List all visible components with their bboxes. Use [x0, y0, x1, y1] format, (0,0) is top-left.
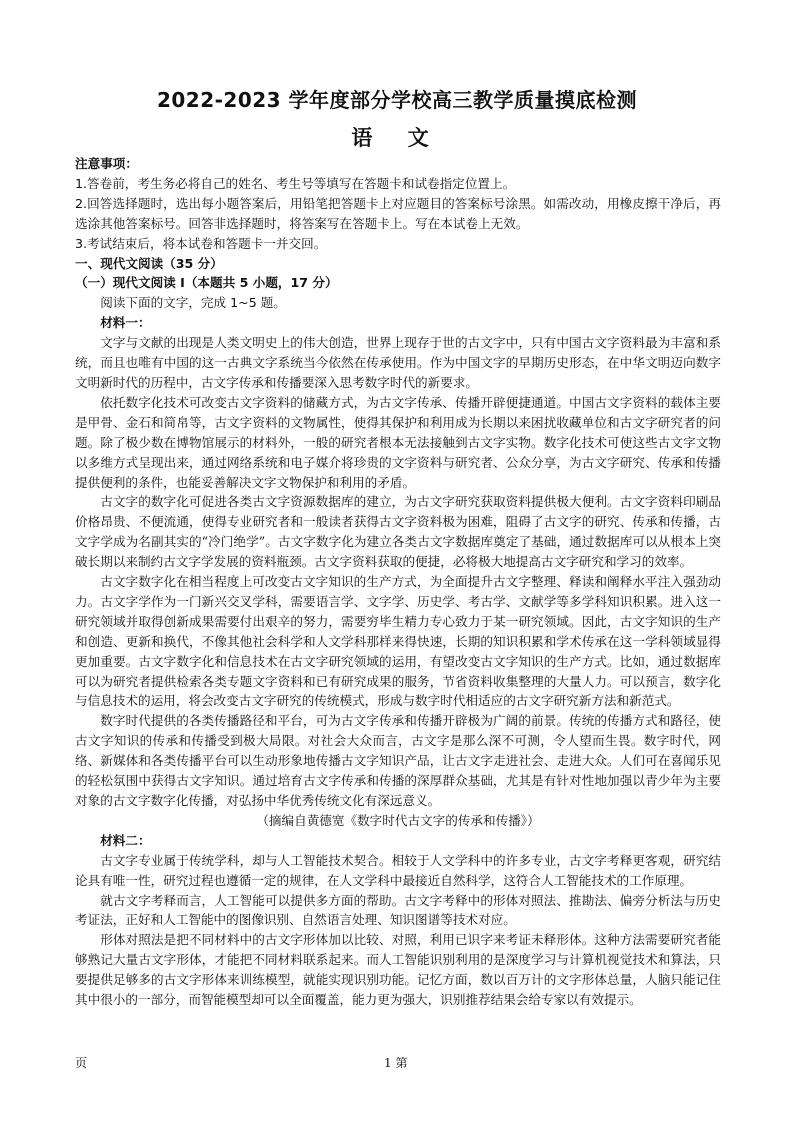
notice-item-2: 2.回答选择题时，选出每小题答案后，用铅笔把答题卡上对应题目的答案标号涂黑。如需改动，用橡皮擦干净后，再选涂其他答案标号。回答非选择题时，将答案写在答题卡上。写在本试卷上无效。: [75, 195, 721, 231]
footer-page-number: 1 第: [384, 1056, 408, 1070]
material1-label: 材料一：: [100, 315, 151, 331]
subsection-heading: （一）现代文阅读 I（本题共 5 小题，17 分）: [75, 275, 338, 291]
material1-paragraph: 古文字数字化在相当程度上可改变古文字知识的生产方式，为全面提升古文字整理、释读和阐释水平注入强劲动力。古文字学作为一门新兴交叉学科，需要语言学、文字学、历史学、考古学、文献学等多学科知识积累。进入这一研究领域并取得创新成果需要付出艰辛的努力，需要穷毕生精力专心致力于某一研究领域。因此，古文字知识的生产和创造、更新和换代，不像其他社会科学和人文学科那样来得快速，长期的知识积累和学术传承在这一学科领域显得更加重要。古文字数字化和信息技术在古文字研究领域的运用，有望改变古文字知识的生产方式。比如，通过数据库可以为研究者提供检索各类专题文字资料和已有研究成果的服务，节省资料收集整理的大量人力。可以预言，数字化与信息技术的运用，将会改变古文字研究的传统模式，形成与数字时代相适应的古文字研究新方法和新范式。: [75, 574, 721, 709]
subject-title: 语 文: [351, 126, 443, 150]
notice-heading: 注意事项：: [75, 156, 138, 171]
exam-content: [75, 154, 721, 1010]
material2-paragraph: 古文字专业属于传统学科，却与人工智能技术契合。相较于人文学科中的许多专业，古文字考释更客观，研究结论具有唯一性，研究过程也遵循一定的规律，在人文学科中最接近自然科学，这符合人工智能技术的工作原理。: [75, 852, 721, 888]
notice-item-1: 1.答卷前，考生务必将自己的姓名、考生号等填写在答题卡和试卷指定位置上。: [75, 175, 516, 191]
material1-paragraph: 依托数字化技术可改变古文字资料的储藏方式，为古文字传承、传播开辟便捷通道。中国古文字资料的载体主要是甲骨、金石和简帛等，古文字资料的文物属性，使得其保护和利用成为长期以来困扰收藏单位和古文字研究者的问题。除了极少数在博物馆展示的材料外，一般的研究者根本无法接触到古文字实物。数字化技术可使这些古文字文物以多维方式呈现出来，通过网络系统和电子媒介将珍贵的文字资料与研究者、公众分享，为古文字研究、传承和传播提供便利的条件，也能妥善解决文字文物保护和利用的矛盾。: [75, 394, 721, 490]
material1-source: （摘编自黄德宽《数字时代古文字的传承和传播》）: [256, 812, 540, 828]
material2-paragraph: 就古文字考释而言，人工智能可以提供多方面的帮助。古文字考释中的形体对照法、推勘法、偏旁分析法与历史考证法，正好和人工智能中的图像识别、自然语言处理、知识图谱等技术对应。: [75, 892, 721, 928]
material2-label: 材料二：: [100, 832, 151, 848]
reading-instruction: 阅读下面的文字，完成 1~5 题。: [100, 295, 286, 311]
material2-paragraph: 形体对照法是把不同材料中的古文字形体加以比较、对照，利用已识字来考证未释形体。这种方法需要研究者能够熟记大量古文字形体，才能把不同材料联系起来。而人工智能识别利用的是深度学习与计算机视觉技术和算法，只要提供足够多的古文字形体来训练模型，就能实现识别功能。记忆方面，数以百万计的文字形体总量，人脑只能记住其中很小的一部分，而智能模型却可以全面覆盖，能力更为强大，识别推荐结果会给专家以有效提示。: [75, 932, 721, 1008]
material1-paragraph: 数字时代提供的各类传播路径和平台，可为古文字传承和传播开辟极为广阔的前景。传统的传播方式和路径，使古文字知识的传承和传播受到极大局限。对社会大众而言，古文字是那么深不可测，令人望而生畏。数字时代，网络、新媒体和各类传播平台可以生动形象地传播古文字知识产品，让古文字走进社会、走进大众。人们可在喜闻乐见的轻松氛围中获得古文字知识。通过培育古文字传承和传播的深厚群众基础，尤其是有针对性地加强以青少年为主要对象的古文字数字化传播，对弘扬中华优秀传统文化有深远意义。: [75, 713, 721, 808]
exam-title: 2022-2023 学年度部分学校高三教学质量摸底检测: [156, 88, 638, 112]
notice-item-3: 3.考试结束后，将本试卷和答题卡一并交回。: [75, 235, 327, 251]
material1-paragraph: 古文字的数字化可促进各类古文字资源数据库的建立，为古文字研究获取资料提供极大便利。古文字资料印刷品价格昂贵、不便流通，使得专业研究者和一般读者获得古文字资料极为困难，阻碍了古文字的研究、传承和传播，古文字学成为名副其实的“冷门绝学”。古文字数字化为建立各类古文字数据库奠定了基础，通过数据库可以从根本上突破长期以来制约古文字学发展的资料瓶颈。古文字资料获取的便捷，必将极大地提高古文字研究和学习的效率。: [75, 494, 721, 570]
section-heading: 一、现代文阅读（35 分）: [75, 255, 223, 271]
footer-page-label: 页: [75, 1056, 88, 1070]
material1-paragraph: 文字与文献的出现是人类文明史上的伟大创造，世界上现存于世的古文字中，只有中国古文字资料最为丰富和系统，而且也唯有中国的这一古典文字系统当今依然在传承使用。作为中国文字的早期历史形态，在中华文明迈向数字文明新时代的历程中，古文字传承和传播要深入思考数字时代的新要求。: [75, 335, 721, 390]
